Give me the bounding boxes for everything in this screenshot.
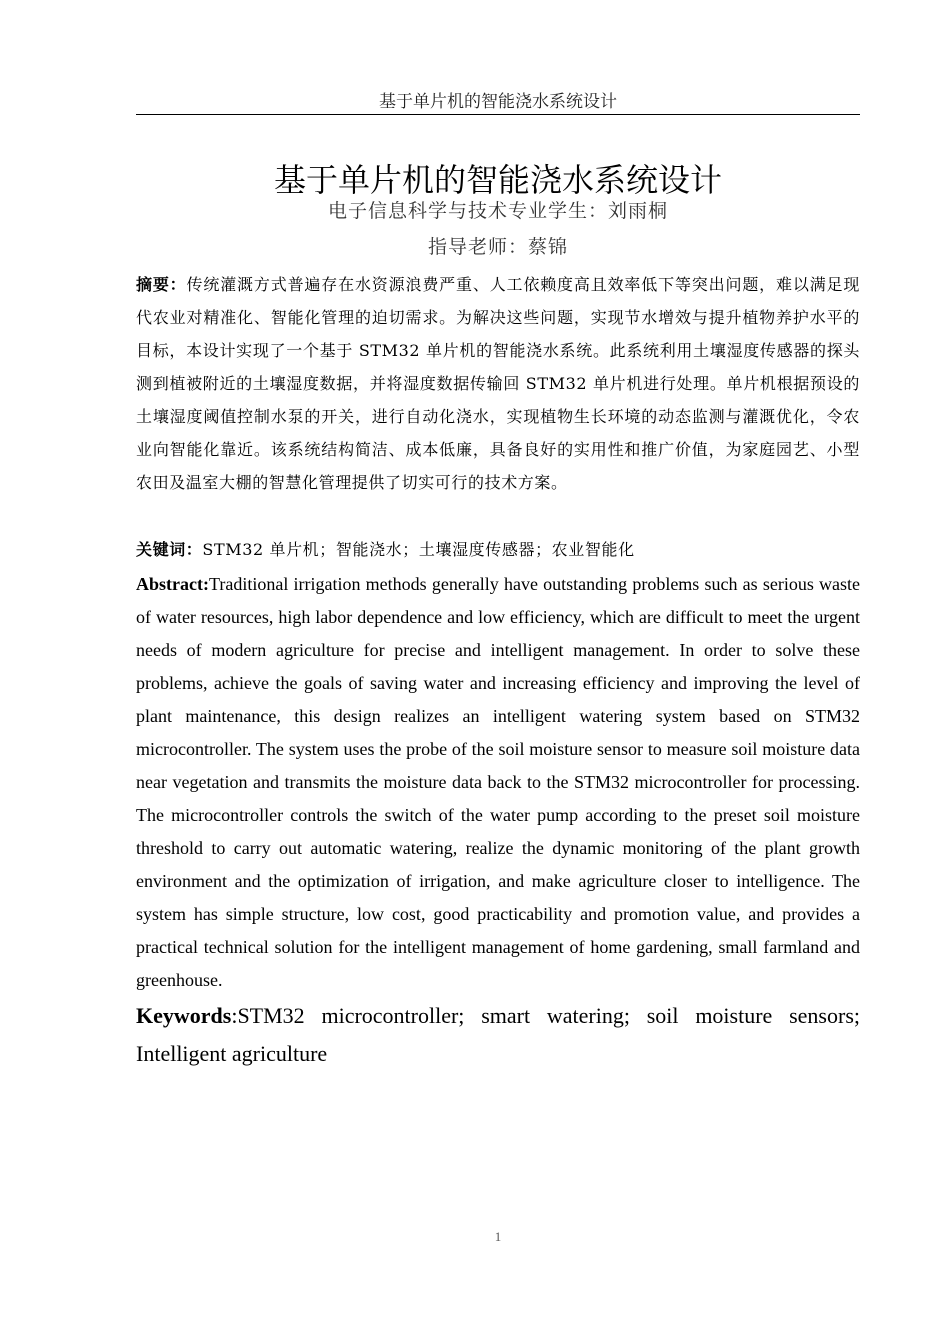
keywords-english <box>136 997 860 1073</box>
running-header: 基于单片机的智能浇水系统设计 <box>379 92 617 112</box>
keywords-chinese <box>136 536 860 564</box>
keywords-chinese-label: 关键词： <box>136 540 203 559</box>
abstract-chinese <box>136 268 860 499</box>
abstract-chinese-text: 传统灌溉方式普遍存在水资源浪费严重、人工依赖度高且效率低下等突出问题，难以满足现代农业对精准化、智能化管理的迫切需求。为解决这些问题，实现节水增效与提升植物养护水平的目标，本设计实现了一个基于 STM32 单片机的智能浇水系统。此系统利用土壤湿度传感器的探头测到植被附近的土壤湿度数据，并将湿度数据传输回 STM32 单片机进行处理。单片机根据预设的土壤湿度阈值控制水泵的开关，进行自动化浇水，实现植物生长环境的动态监测与灌溉优化，令农业向智能化靠近。该系统结构简洁、成本低廉，具备良好的实用性和推广价值，为家庭园艺、小型农田及温室大棚的智慧化管理提供了切实可行的技术方案。 <box>136 275 860 492</box>
paper-title: 基于单片机的智能浇水系统设计 <box>273 161 722 200</box>
advisor-line: 指导老师：蔡锦 <box>427 236 568 258</box>
abstract-english <box>136 568 860 997</box>
keywords-chinese-text: STM32 单片机；智能浇水；土壤湿度传感器；农业智能化 <box>202 540 635 559</box>
page-number: 1 <box>494 1229 502 1244</box>
keywords-english-text: :STM32 microcontroller; smart watering; soil moisture sensors; Intelligent agriculture <box>136 1003 860 1066</box>
keywords-english-label: Keywords <box>136 1003 232 1028</box>
author-line: 电子信息科学与技术专业学生：刘雨桐 <box>327 200 668 222</box>
header-rule <box>136 114 860 115</box>
abstract-english-text: Traditional irrigation methods generally have outstanding problems such as serious waste of water resources, high labor dependence and low efficiency, which are difficult to meet the urgent needs of modern agriculture for precise and intelligent management. In order to solve these problems, achieve the goals of saving water and increasing efficiency and improving the level of plant maintenance, this design realizes an intelligent watering system based on STM32 microcontroller. The system uses the probe of the soil moisture sensor to measure soil moisture data near vegetation and transmits the moisture data back to the STM32 microcontroller for processing. The microcontroller controls the switch of the water pump according to the preset soil moisture threshold to carry out automatic watering, realize the dynamic monitoring of the plant growth environment and the optimization of irrigation, and make agriculture closer to intelligence. The system has simple structure, low cost, good practicability and promotion value, and provides a practical technical solution for the intelligent management of home gardening, small farmland and greenhouse. <box>136 574 860 990</box>
abstract-english-label: Abstract: <box>136 574 209 594</box>
abstract-chinese-label: 摘要： <box>136 275 187 294</box>
